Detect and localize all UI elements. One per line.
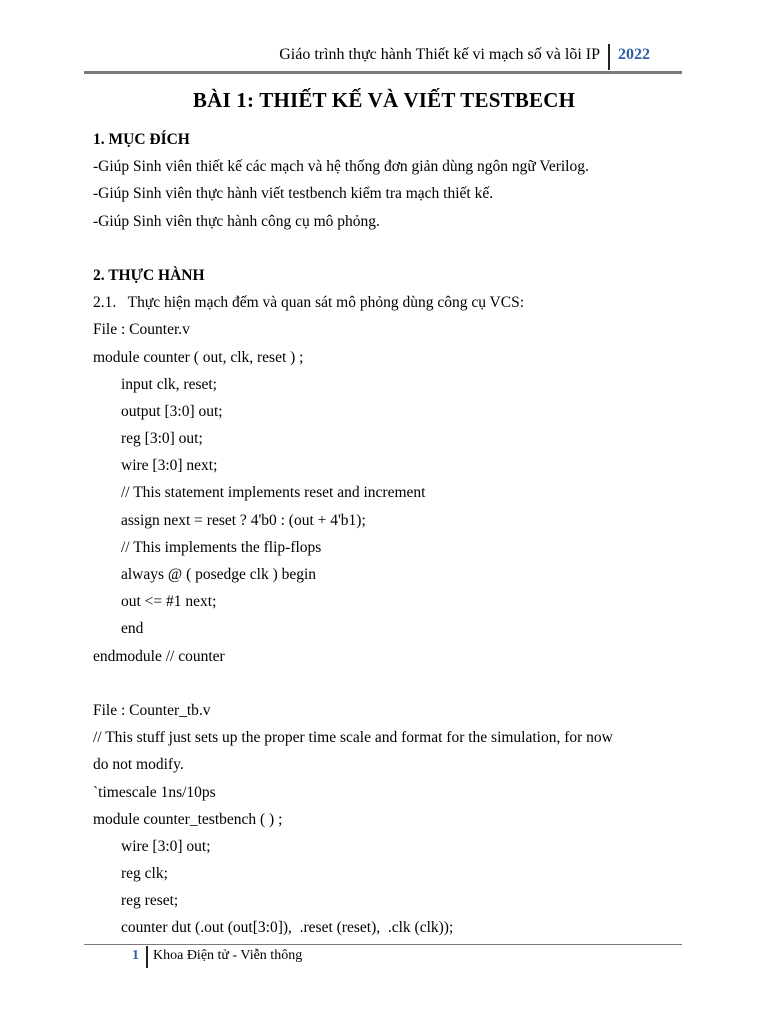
text-line: counter dut (.out (out[3:0]), .reset (reset), .clk (clk)); — [121, 919, 454, 937]
header-rule — [84, 71, 682, 74]
text-line: wire [3:0] out; — [121, 837, 211, 855]
text-line: File : Counter.v — [93, 321, 190, 339]
text-line: // This implements the flip-flops — [121, 538, 322, 556]
text-line: File : Counter_tb.v — [93, 701, 211, 719]
text-line: assign next = reset ? 4'b0 : (out + 4'b1); — [121, 511, 366, 529]
text-line: end — [121, 620, 144, 638]
text-line: input clk, reset; — [121, 375, 217, 393]
header-title: Giáo trình thực hành Thiết kế vi mạch số và lõi IP — [279, 46, 600, 63]
text-line: out <= #1 next; — [121, 593, 217, 611]
page-number: 1 — [132, 948, 139, 963]
text-line: reg [3:0] out; — [121, 430, 203, 448]
footer-rule — [84, 944, 682, 945]
text-line: -Giúp Sinh viên thiết kế các mạch và hệ thống đơn giản dùng ngôn ngữ Verilog. — [93, 158, 589, 176]
text-line: reg reset; — [121, 892, 179, 910]
header-separator — [608, 44, 610, 70]
text-line: reg clk; — [121, 865, 168, 883]
text-line: // This statement implements reset and increment — [121, 484, 426, 502]
text-line — [93, 670, 673, 697]
footer-separator — [146, 946, 148, 968]
text-line: endmodule // counter — [93, 647, 225, 665]
text-line: module counter_testbench ( ) ; — [93, 810, 283, 828]
page-title: BÀI 1: THIẾT KẾ VÀ VIẾT TESTBECH — [192, 88, 576, 112]
text-line: // This stuff just sets up the proper time scale and format for the simulation, for now — [93, 729, 613, 747]
text-line: -Giúp Sinh viên thực hành viết testbench kiểm tra mạch thiết kế. — [93, 185, 494, 203]
document-body — [93, 126, 673, 942]
footer-text: Khoa Điện tử - Viễn thông — [153, 948, 303, 963]
text-line: 2.1. Thực hiện mạch đếm và quan sát mô phỏng dùng công cụ VCS: — [93, 294, 525, 312]
text-line: output [3:0] out; — [121, 402, 223, 420]
header-year: 2022 — [618, 46, 650, 63]
section-heading: 1. MỤC ĐÍCH — [93, 131, 190, 148]
text-line: do not modify. — [93, 756, 184, 774]
section-heading: 2. THỰC HÀNH — [93, 266, 205, 284]
text-line: -Giúp Sinh viên thực hành công cụ mô phỏng. — [93, 212, 380, 230]
text-line: `timescale 1ns/10ps — [93, 783, 216, 801]
text-line — [93, 235, 673, 262]
text-line: module counter ( out, clk, reset ) ; — [93, 348, 304, 366]
text-line: always @ ( posedge clk ) begin — [121, 566, 317, 583]
page-header — [84, 44, 682, 72]
text-line: wire [3:0] next; — [121, 457, 218, 475]
